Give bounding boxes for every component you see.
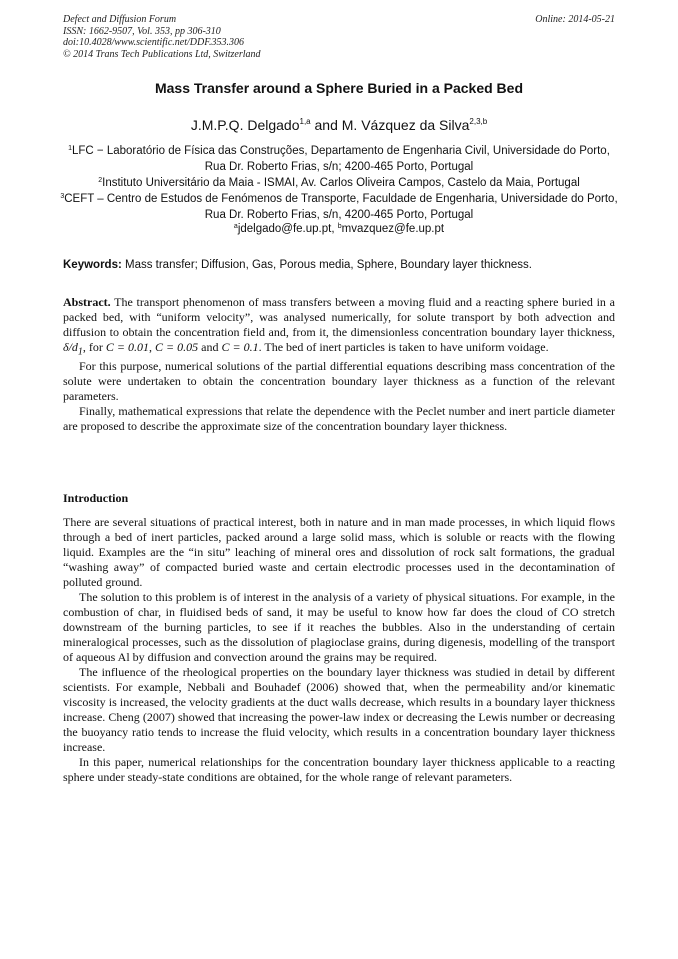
journal-issn: ISSN: 1662-9507, Vol. 353, pp 306-310 <box>63 25 221 37</box>
affiliation-2-text: Instituto Universitário da Maia - ISMAI, Av. Carlos Oliveira Campos, Castelo da Maia, Portugal <box>102 177 580 189</box>
affiliations <box>60 143 618 223</box>
introduction-paragraph-1: There are several situations of practical interest, both in nature and in man made processes, in which liquid flows through a bed of inert particles, packed around a large solid mass, which is soluble or reacts with the flowing liquid. Examples are the “in situ” leaching of mineral ores and dissolution of rock salt formations, the gradual “washing away” of compacted buried waste and certain electrodic processes used in the decontamination of polluted ground. <box>63 515 615 589</box>
author-2-affil: 2,3,b <box>469 117 488 126</box>
abstract-text-5: . The bed of inert particles is taken to have uniform voidage. <box>258 340 549 354</box>
online-date: Online: 2014-05-21 <box>535 14 615 25</box>
author-1: J.M.P.Q. Delgado <box>190 117 300 133</box>
abstract-paragraph-2: For this purpose, numerical solutions of the partial differential equations describing mass concentration of the solute were undertaken to obtain the concentration boundary layer thickness as a function of the relevant parameters. <box>63 359 615 404</box>
affiliation-2-number: 2 <box>98 177 103 184</box>
introduction-paragraph-2: The solution to this problem is of interest in the analysis of a variety of physical situations. For example, in the combustion of char, in fluidised beds of sand, it may be useful to know how far does the cloud of CO stretch downstream of the burning particles, to see if it reaches the bubbles. Also in the understanding of certain mineralogical processes, such as the dissolution of plagioclase grains, during digenesis, modelling of the transport of aqueous Al by diffusion and convection around the grains may be required. <box>63 590 615 664</box>
math-c-001: C = 0.01 <box>105 340 150 354</box>
abstract-label: Abstract. <box>63 295 111 309</box>
abstract-text-2: , for <box>82 340 106 354</box>
affiliation-2 <box>60 175 618 191</box>
math-subscript: 1 <box>77 346 83 358</box>
math-c-005: C = 0.05 <box>155 340 199 354</box>
author-2: M. Vázquez da Silva <box>341 117 470 133</box>
journal-copyright: © 2014 Trans Tech Publications Ltd, Switzerland <box>63 48 261 60</box>
affiliation-1 <box>60 143 618 175</box>
affiliation-1-number: 1 <box>68 145 72 152</box>
keywords-text: Mass transfer; Diffusion, Gas, Porous media, Sphere, Boundary layer thickness. <box>121 259 532 271</box>
math-c-01: C = 0.1 <box>221 340 259 354</box>
email-2-marker: b <box>337 223 342 230</box>
introduction-heading: Introduction <box>63 491 129 505</box>
math-delta-d: δ/d <box>63 340 78 354</box>
author-1-affil: 1,a <box>299 117 311 126</box>
author-emails <box>0 223 678 235</box>
math-delta-over-d <box>63 340 83 358</box>
journal-name: Defect and Diffusion Forum <box>63 14 177 25</box>
email-1-marker: a <box>233 223 238 230</box>
abstract-text-4: and <box>198 340 222 354</box>
abstract-text-3: , <box>149 340 156 354</box>
affiliation-3-number: 3 <box>60 193 65 200</box>
introduction-section <box>63 515 615 785</box>
affiliation-3-text: CEFT – Centro de Estudos de Fenómenos de Transporte, Faculdade de Engenharia, Universidade do Porto, Rua Dr. Roberto Frias, s/n, 4200-465 Porto, Portugal <box>64 193 618 221</box>
paper-title: Mass Transfer around a Sphere Buried in a Packed Bed <box>154 80 523 96</box>
keywords <box>63 259 615 271</box>
abstract-paragraph-1 <box>63 295 615 359</box>
affiliation-3 <box>60 191 618 223</box>
affiliation-1-text: LFC − Laboratório de Física das Construções, Departamento de Engenharia Civil, Universidade do Porto, Rua Dr. Roberto Frias, s/n; 4200-465 Porto, Portugal <box>71 145 610 173</box>
abstract <box>63 295 615 434</box>
author-conjunction: and <box>310 117 342 133</box>
introduction-paragraph-4: In this paper, numerical relationships for the concentration boundary layer thickness applicable to a reacting sphere under steady-state conditions are obtained, for the whole range of relevant parameters. <box>63 755 615 784</box>
keywords-label: Keywords: <box>63 259 122 271</box>
journal-doi: doi:10.4028/www.scientific.net/DDF.353.306 <box>63 37 245 48</box>
journal-header <box>63 14 261 60</box>
email-1[interactable]: jdelgado@fe.up.pt, <box>237 223 338 235</box>
abstract-paragraph-3: Finally, mathematical expressions that relate the dependence with the Peclet number and inert particle diameter are proposed to describe the approximate size of the concentration boundary layer thickness. <box>63 404 615 434</box>
abstract-text-1: The transport phenomenon of mass transfers between a moving fluid and a reacting sphere buried in a packed bed, with “uniform velocity”, was analysed numerically, for solute transport by both advection and diffusion to obtain the concentration field and, from it, the dimensionless concentration boundary layer thickness, <box>63 295 615 339</box>
author-line <box>0 117 678 133</box>
email-2[interactable]: mvazquez@fe.up.pt <box>341 223 445 235</box>
introduction-paragraph-3: The influence of the rheological properties on the boundary layer thickness was studied in detail by different scientists. For example, Nebbali and Bouhadef (2006) showed that, when the permeability and/or kinematic viscosity is increased, the velocity gradients at the duct walls decrease, which results in a boundary layer thickness increase. Cheng (2007) showed that increasing the power-law index or decreasing the Lewis number or decreasing the buoyancy ratio tends to increase the fluid velocity, which results in a concentration boundary layer thickness increase. <box>63 665 615 754</box>
